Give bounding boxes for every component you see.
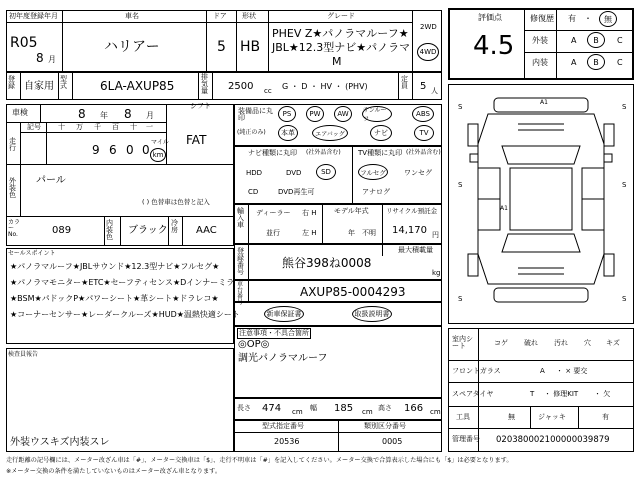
nav-dvd: DVD: [286, 169, 302, 177]
seat-item-2: 汚れ: [554, 339, 568, 347]
seat-item-4: キズ: [606, 339, 620, 347]
nav-hdd: HDD: [246, 169, 263, 177]
color-no-value: 089: [52, 225, 72, 236]
load-unit: kg: [432, 269, 441, 277]
height-unit: cm: [430, 408, 441, 416]
model-year-unit: 年: [348, 229, 355, 237]
notes-label: 注意事項・不具合箇所: [239, 329, 309, 337]
color-value: パール: [36, 175, 66, 186]
mileage-digit-0: 9: [92, 143, 100, 157]
door-label: ドア: [213, 12, 227, 20]
mileage-digit-label-0: 十: [58, 123, 65, 131]
sales-point-line1: ★パノラマルーフ★JBLサウンド★12.3型ナビ★フルセグ★: [10, 262, 220, 271]
length-value: 474: [262, 403, 282, 414]
import-right: 右 H: [302, 209, 317, 217]
mileage-unit-mile: マイル: [151, 139, 169, 146]
load-label: 最大積載量: [398, 246, 433, 254]
model-year-label: モデル年式: [334, 207, 369, 215]
recycle-label: リサイクル預託金: [386, 207, 438, 215]
footer-line1: 走行距離の記号欄には、メーター改ざん車は「#」、メーター交換車は「$」、走行不明車は「#」を記入してください。メーター交換で合算表示した場合にも「$」は必要となります。: [6, 457, 513, 464]
year-value: R05: [10, 35, 38, 51]
diagram-s-mr: S: [622, 181, 627, 189]
seat-item-3: 穴: [584, 339, 591, 347]
sales-point-line2: ★パノラマモニター★ETC★セーフティセンス★Dインナーミラ: [10, 278, 235, 287]
interior-b: B: [587, 54, 605, 70]
month-unit: 月: [48, 55, 56, 64]
sales-point-line4: ★コーナーセンサー★レーダークルーズ★HUD★温熱快適シート: [10, 310, 240, 319]
shift-value: FAT: [186, 133, 207, 147]
exterior-b: B: [587, 32, 605, 48]
length-label: 長さ: [237, 404, 251, 412]
model-value: 6LA-AXUP85: [100, 79, 175, 93]
spare-kit: ・ 修理KIT: [544, 390, 579, 398]
color-no-label: カラーNo.: [8, 219, 21, 238]
score-value: 4.5: [473, 31, 515, 61]
nav-sd: SD: [316, 164, 336, 180]
tools-label: 工具: [456, 413, 470, 421]
registration-value: 自家用: [24, 81, 54, 92]
nav-sublabel: (社外品含む): [306, 149, 341, 156]
displacement-label: 排気量: [201, 73, 208, 95]
int-color-value: ブラック: [128, 225, 168, 236]
capacity-value: 5: [420, 81, 427, 92]
width-unit: cm: [362, 408, 373, 416]
mileage-digit-label-2: 千: [94, 123, 101, 131]
equipment-label: 装備品に丸印: [238, 107, 273, 122]
diagram-s-br: S: [622, 295, 627, 303]
diagram-s-tr: S: [622, 103, 627, 111]
nav-label: ナビ種類に丸印: [248, 149, 297, 157]
inspection-year-unit: 年: [100, 111, 108, 120]
plate-label: 登録番号: [237, 247, 244, 276]
interior-label: 内装: [532, 58, 548, 67]
car-diagram: [448, 84, 634, 324]
warranty-manual: 取扱説明書: [352, 306, 392, 322]
shape-label: 形状: [242, 12, 256, 20]
repair-no: 無: [599, 11, 617, 27]
mileage-digit-label-4: 十: [130, 123, 137, 131]
mgmt-value: 020380002100000039879: [496, 435, 610, 445]
mileage-label: 走行: [9, 137, 16, 152]
repair-dot: ・: [584, 14, 592, 23]
inspector-note: 外装ウスキズ内装スレ: [10, 437, 110, 448]
ac-label: 冷房: [171, 219, 178, 234]
equipment-navi: ナビ: [370, 125, 392, 141]
spare-none: ・ 欠: [594, 390, 611, 398]
inspection-month: 8: [124, 107, 132, 121]
capacity-label: 定員: [401, 75, 408, 90]
spare-t: T: [530, 390, 535, 398]
diagram-s-tl: S: [458, 103, 463, 111]
equipment-tv: TV: [414, 125, 434, 141]
spare-label: スペアタイヤ: [452, 390, 494, 398]
capacity-unit: 人: [431, 87, 438, 95]
recycle-value: 14,170: [392, 225, 427, 236]
car-name-label: 車名: [125, 12, 139, 20]
sales-point-line3: ★BSM★パドックP★パワーシート★革シート★ドラレコ★: [10, 294, 219, 303]
mgmt-label: 管理番号: [452, 435, 480, 443]
height-value: 166: [404, 403, 424, 414]
mileage-unit-km: km: [150, 148, 166, 162]
mileage-digit-label-1: 万: [76, 123, 83, 131]
footer-line2: ※メーター交換の条件を満たしていないものはメーター改ざん車となります。: [6, 468, 222, 475]
grade-value-line2: JBL★12.3型ナビ★パノラマ: [272, 41, 411, 54]
equipment-sublabel: (純正のみ): [237, 129, 266, 136]
equipment-sunroof: サンルーフ: [362, 106, 392, 122]
door-value: 5: [217, 39, 226, 55]
diagram-a1-side: A1: [500, 205, 508, 212]
import-dealer: ディーラー: [256, 209, 291, 217]
color-note: ( ) 色替車は色替と記入: [142, 198, 210, 206]
first-reg-label: 初年度登録年月: [9, 12, 58, 20]
seat-label: 室内シート: [452, 335, 473, 350]
nav-cd: CD: [248, 188, 259, 196]
mileage-digit-1: 6: [109, 143, 117, 157]
import-parallel: 並行: [266, 229, 280, 237]
grade-label: グレード: [327, 12, 355, 20]
model-year-unknown: 不明: [362, 229, 376, 237]
chassis-value: AXUP85-0004293: [300, 285, 406, 299]
ac-value: AAC: [196, 225, 217, 236]
type-no-value: 20536: [274, 437, 300, 446]
class-no-label: 類別区分番号: [364, 422, 406, 430]
inspection-year: 8: [78, 107, 86, 121]
jack-value: 有: [602, 413, 609, 421]
mileage-digit-2: 0: [126, 143, 134, 157]
displacement-value: 2500: [228, 81, 254, 92]
diagram-s-ml: S: [458, 181, 463, 189]
equipment-ps: PS: [278, 106, 296, 122]
glass-x: ・ × 要交: [556, 367, 588, 375]
length-unit: cm: [292, 408, 303, 416]
month-value: 8: [36, 51, 44, 65]
exterior-c: C: [617, 36, 623, 45]
repair-yes: 有: [568, 14, 576, 23]
tv-fullseg: フルセグ: [358, 164, 388, 180]
grade-value-line1: PHEV Z★パノラマルーフ★: [272, 27, 409, 40]
equipment-aw: AW: [334, 106, 352, 122]
inspection-month-unit: 月: [146, 111, 154, 120]
warranty-new-car: 新車保証書: [264, 306, 304, 322]
shape-value: HB: [240, 39, 261, 55]
recycle-unit: 円: [432, 231, 439, 239]
mileage-digit-label-5: 一: [146, 123, 153, 131]
diagram-a1-front: A1: [540, 99, 548, 106]
score-label: 評価点: [478, 13, 502, 22]
equipment-pw: PW: [306, 106, 324, 122]
drive-4wd: 4WD: [417, 43, 439, 61]
exterior-label: 外装: [532, 36, 548, 45]
interior-a: A: [571, 58, 577, 67]
mileage-notes-label: 記号: [27, 123, 41, 131]
displacement-unit: cc: [264, 87, 272, 95]
mileage-digit-label-3: 百: [112, 123, 119, 131]
equipment-leather: 本革: [278, 125, 298, 141]
plate-value: 熊谷398ね0008: [282, 256, 372, 270]
equipment-abs: ABS: [412, 106, 434, 122]
shift-label: シフト: [190, 102, 211, 110]
inspection-label: 車検: [12, 108, 28, 117]
car-name-value: ハリアー: [104, 39, 160, 55]
glass-a: A: [540, 367, 545, 375]
tv-analog: アナログ: [362, 188, 390, 196]
equipment-airbag: エアバッグ: [312, 125, 348, 141]
nav-dvd-play: DVD再生可: [278, 188, 315, 196]
grade-value-line3: M: [332, 55, 342, 68]
model-label: 型式: [60, 75, 67, 90]
mileage-digit-3: 0: [142, 143, 150, 157]
seat-item-1: 破れ: [524, 339, 538, 347]
diagram-s-bl: S: [458, 295, 463, 303]
fuel-value: G ・ D ・ HV ・ (PHV): [282, 82, 368, 91]
jack-label: ジャッキ: [538, 413, 566, 421]
tools-value: 無: [508, 413, 515, 421]
width-value: 185: [334, 403, 354, 414]
chassis-label: 車台番号: [237, 281, 244, 306]
tv-sublabel: (社外品含む): [406, 149, 441, 156]
type-no-label: 型式指定番号: [262, 422, 304, 430]
color-label: 外装色: [9, 177, 16, 199]
class-no-value: 0005: [382, 437, 403, 446]
height-label: 高さ: [378, 404, 392, 412]
import-label: 輸入車: [237, 207, 244, 229]
width-label: 幅: [310, 404, 317, 412]
drive-2wd: 2WD: [420, 23, 437, 31]
notes-line2: 調光パノラマルーフ: [238, 353, 328, 364]
registration-label: 登録: [8, 75, 15, 90]
import-left: 左 H: [302, 229, 317, 237]
notes-line1: ◎OP◎: [238, 339, 270, 350]
sales-points-label: セールスポイント: [8, 250, 56, 257]
interior-c: C: [617, 58, 623, 67]
repair-label: 修復歴: [530, 14, 554, 23]
tv-label: TV種類に丸印: [358, 149, 403, 157]
glass-label: フロントガラス: [452, 367, 501, 375]
inspector-label: 検査員報告: [8, 351, 39, 358]
int-color-label: 内装色: [106, 219, 113, 241]
seat-item-0: コゲ: [494, 339, 508, 347]
tv-oneseg: ワンセグ: [404, 169, 432, 177]
exterior-a: A: [571, 36, 577, 45]
